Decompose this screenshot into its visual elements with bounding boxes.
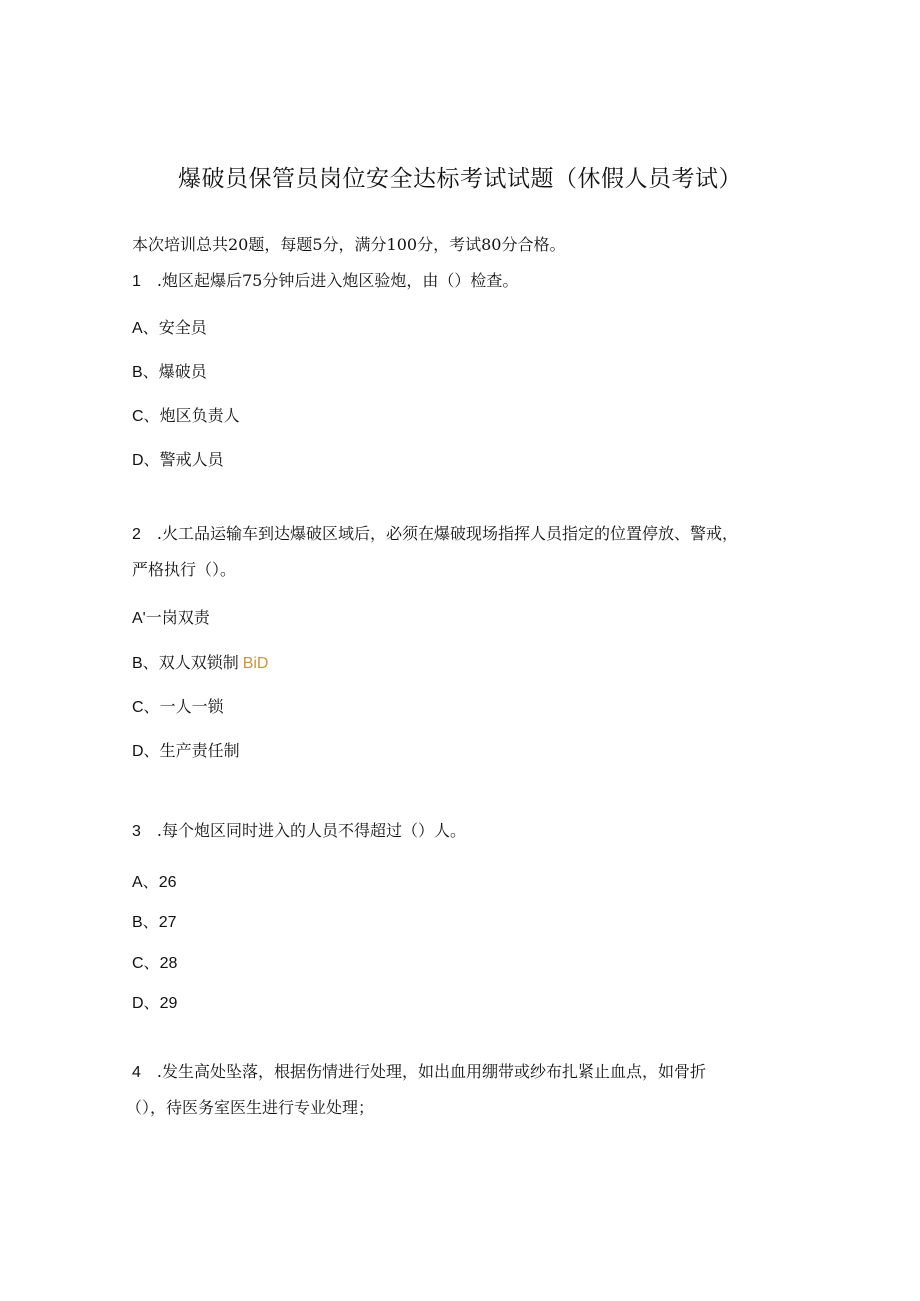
option-letter: D、 xyxy=(132,995,160,1012)
option-letter: B、 xyxy=(132,914,159,931)
question-4-stem-continued: （），待医务室医生进行专业处理； xyxy=(126,1098,375,1117)
question-2-option-d xyxy=(132,738,240,761)
question-3-option-a xyxy=(132,869,176,892)
question-number: 1 xyxy=(132,273,141,290)
question-2-stem xyxy=(132,521,738,544)
question-text: .炮区起爆后75分钟后进入炮区验炮，由（）检查。 xyxy=(156,271,519,290)
option-text: 一人一锁 xyxy=(159,697,224,716)
question-1-option-a xyxy=(132,315,207,338)
document-title: 爆破员保管员岗位安全达标考试试题（休假人员考试） xyxy=(178,166,742,192)
question-2-stem-continued: 严格执行（）。 xyxy=(132,560,237,579)
option-letter: C、 xyxy=(132,408,160,425)
question-1-option-d xyxy=(132,447,224,470)
question-3-stem xyxy=(132,818,466,841)
option-letter: A、 xyxy=(132,320,159,337)
question-text: .发生高处坠落，根据伤情进行处理，如出血用绷带或纱布扎紧止血点，如骨折 xyxy=(156,1062,706,1081)
option-text: 双人双锁制 xyxy=(158,653,239,672)
option-text: 安全员 xyxy=(158,318,207,337)
option-text: 一岗双责 xyxy=(145,608,210,627)
option-letter: C、 xyxy=(132,955,160,972)
option-text: 警戒人员 xyxy=(159,450,224,469)
question-4-stem xyxy=(132,1059,706,1082)
question-3-option-b xyxy=(132,909,176,932)
question-3-option-c xyxy=(132,950,177,973)
question-1-option-c xyxy=(132,403,240,426)
option-letter: B、 xyxy=(132,364,159,381)
question-2-option-a xyxy=(132,605,210,628)
question-number: 4 xyxy=(132,1064,141,1081)
option-letter: A、 xyxy=(132,874,159,891)
exam-intro: 本次培训总共20题，每题5分，满分100分，考试80分合格。 xyxy=(132,235,566,254)
option-letter: C、 xyxy=(132,699,160,716)
option-text: 28 xyxy=(159,955,178,972)
option-text: 26 xyxy=(158,874,177,891)
question-1-stem xyxy=(132,268,518,291)
option-text: 炮区负责人 xyxy=(159,406,240,425)
option-letter: D、 xyxy=(132,452,160,469)
question-2-option-c xyxy=(132,694,224,717)
question-text: .火工品运输车到达爆破区域后，必须在爆破现场指挥人员指定的位置停放、警戒， xyxy=(156,524,738,543)
option-text: 27 xyxy=(158,914,177,931)
option-letter: B、 xyxy=(132,655,159,672)
handwritten-mark: BiD xyxy=(242,655,269,672)
option-letter: D、 xyxy=(132,743,160,760)
option-text: 爆破员 xyxy=(158,362,207,381)
option-letter: A' xyxy=(132,610,146,627)
option-text: 生产责任制 xyxy=(159,741,240,760)
question-2-option-b xyxy=(132,650,268,673)
question-3-option-d xyxy=(132,990,177,1013)
question-1-option-b xyxy=(132,359,207,382)
option-text: 29 xyxy=(159,995,178,1012)
question-number: 3 xyxy=(132,823,141,840)
question-text: .每个炮区同时进入的人员不得超过（）人。 xyxy=(156,821,466,840)
question-number: 2 xyxy=(132,526,141,543)
